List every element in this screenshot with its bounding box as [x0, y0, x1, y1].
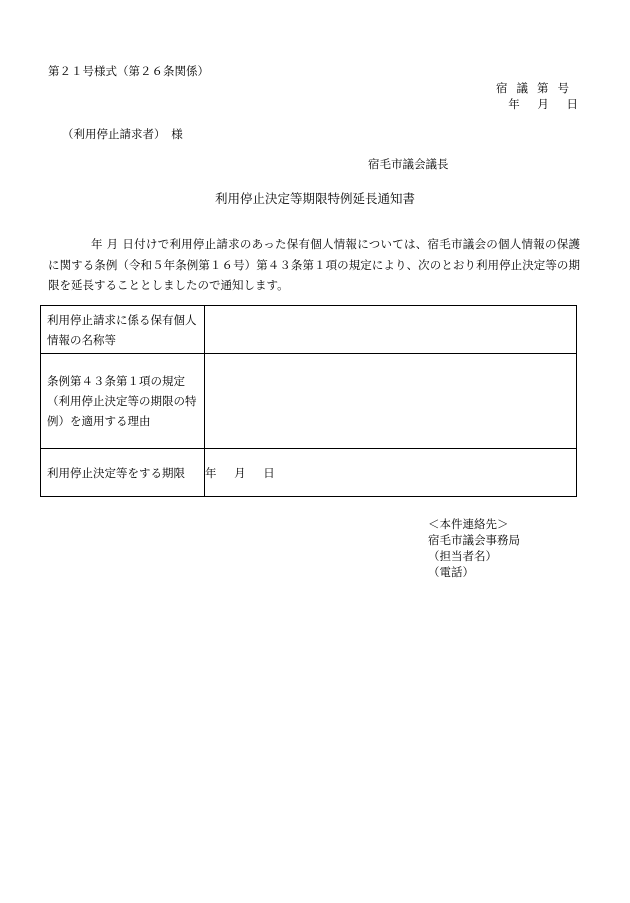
table-row: [41, 354, 577, 449]
contact-phone: （電話）: [428, 565, 474, 579]
contact-block: [428, 516, 520, 580]
form-number: 第２１号様式（第２６条関係）: [48, 64, 209, 78]
document-title: 利用停止決定等期限特例延長通知書: [214, 191, 415, 206]
sender: 宿毛市議会議長: [368, 157, 449, 171]
table-label-cell: [41, 449, 205, 497]
table-row: [41, 306, 577, 354]
table-label: 条例第４３条第１項の規定（利用停止決定等の期限の特例）を適用する理由: [47, 374, 197, 428]
table-label: 利用停止請求に係る保有個人情報の名称等: [47, 312, 197, 347]
recipient: （利用停止請求者） 様: [62, 127, 183, 141]
document-number: 宿議第号: [496, 81, 578, 95]
contact-heading: ＜本件連絡先＞: [428, 517, 509, 531]
table-value-cell: [205, 306, 577, 354]
contact-person: （担当者名）: [428, 549, 497, 563]
table-label: 利用停止決定等をする期限: [47, 465, 185, 480]
info-table: [40, 305, 577, 497]
deadline-value: 年 月 日: [205, 449, 577, 497]
table-row: [41, 449, 577, 497]
body-paragraph: 年 月 日付けで利用停止請求のあった保有個人情報については、宿毛市議会の個人情報の保護に関する条例（令和５年条例第１６号）第４３条第１項の規定により、次のとおり利用停止決定等の期限を延長することとしましたので通知します。: [48, 237, 580, 292]
contact-office: 宿毛市議会事務局: [428, 533, 520, 547]
document-date: 年 月 日: [508, 97, 578, 111]
table-label-cell: [41, 354, 205, 449]
table-label-cell: [41, 306, 205, 354]
table-value-cell: [205, 354, 577, 449]
